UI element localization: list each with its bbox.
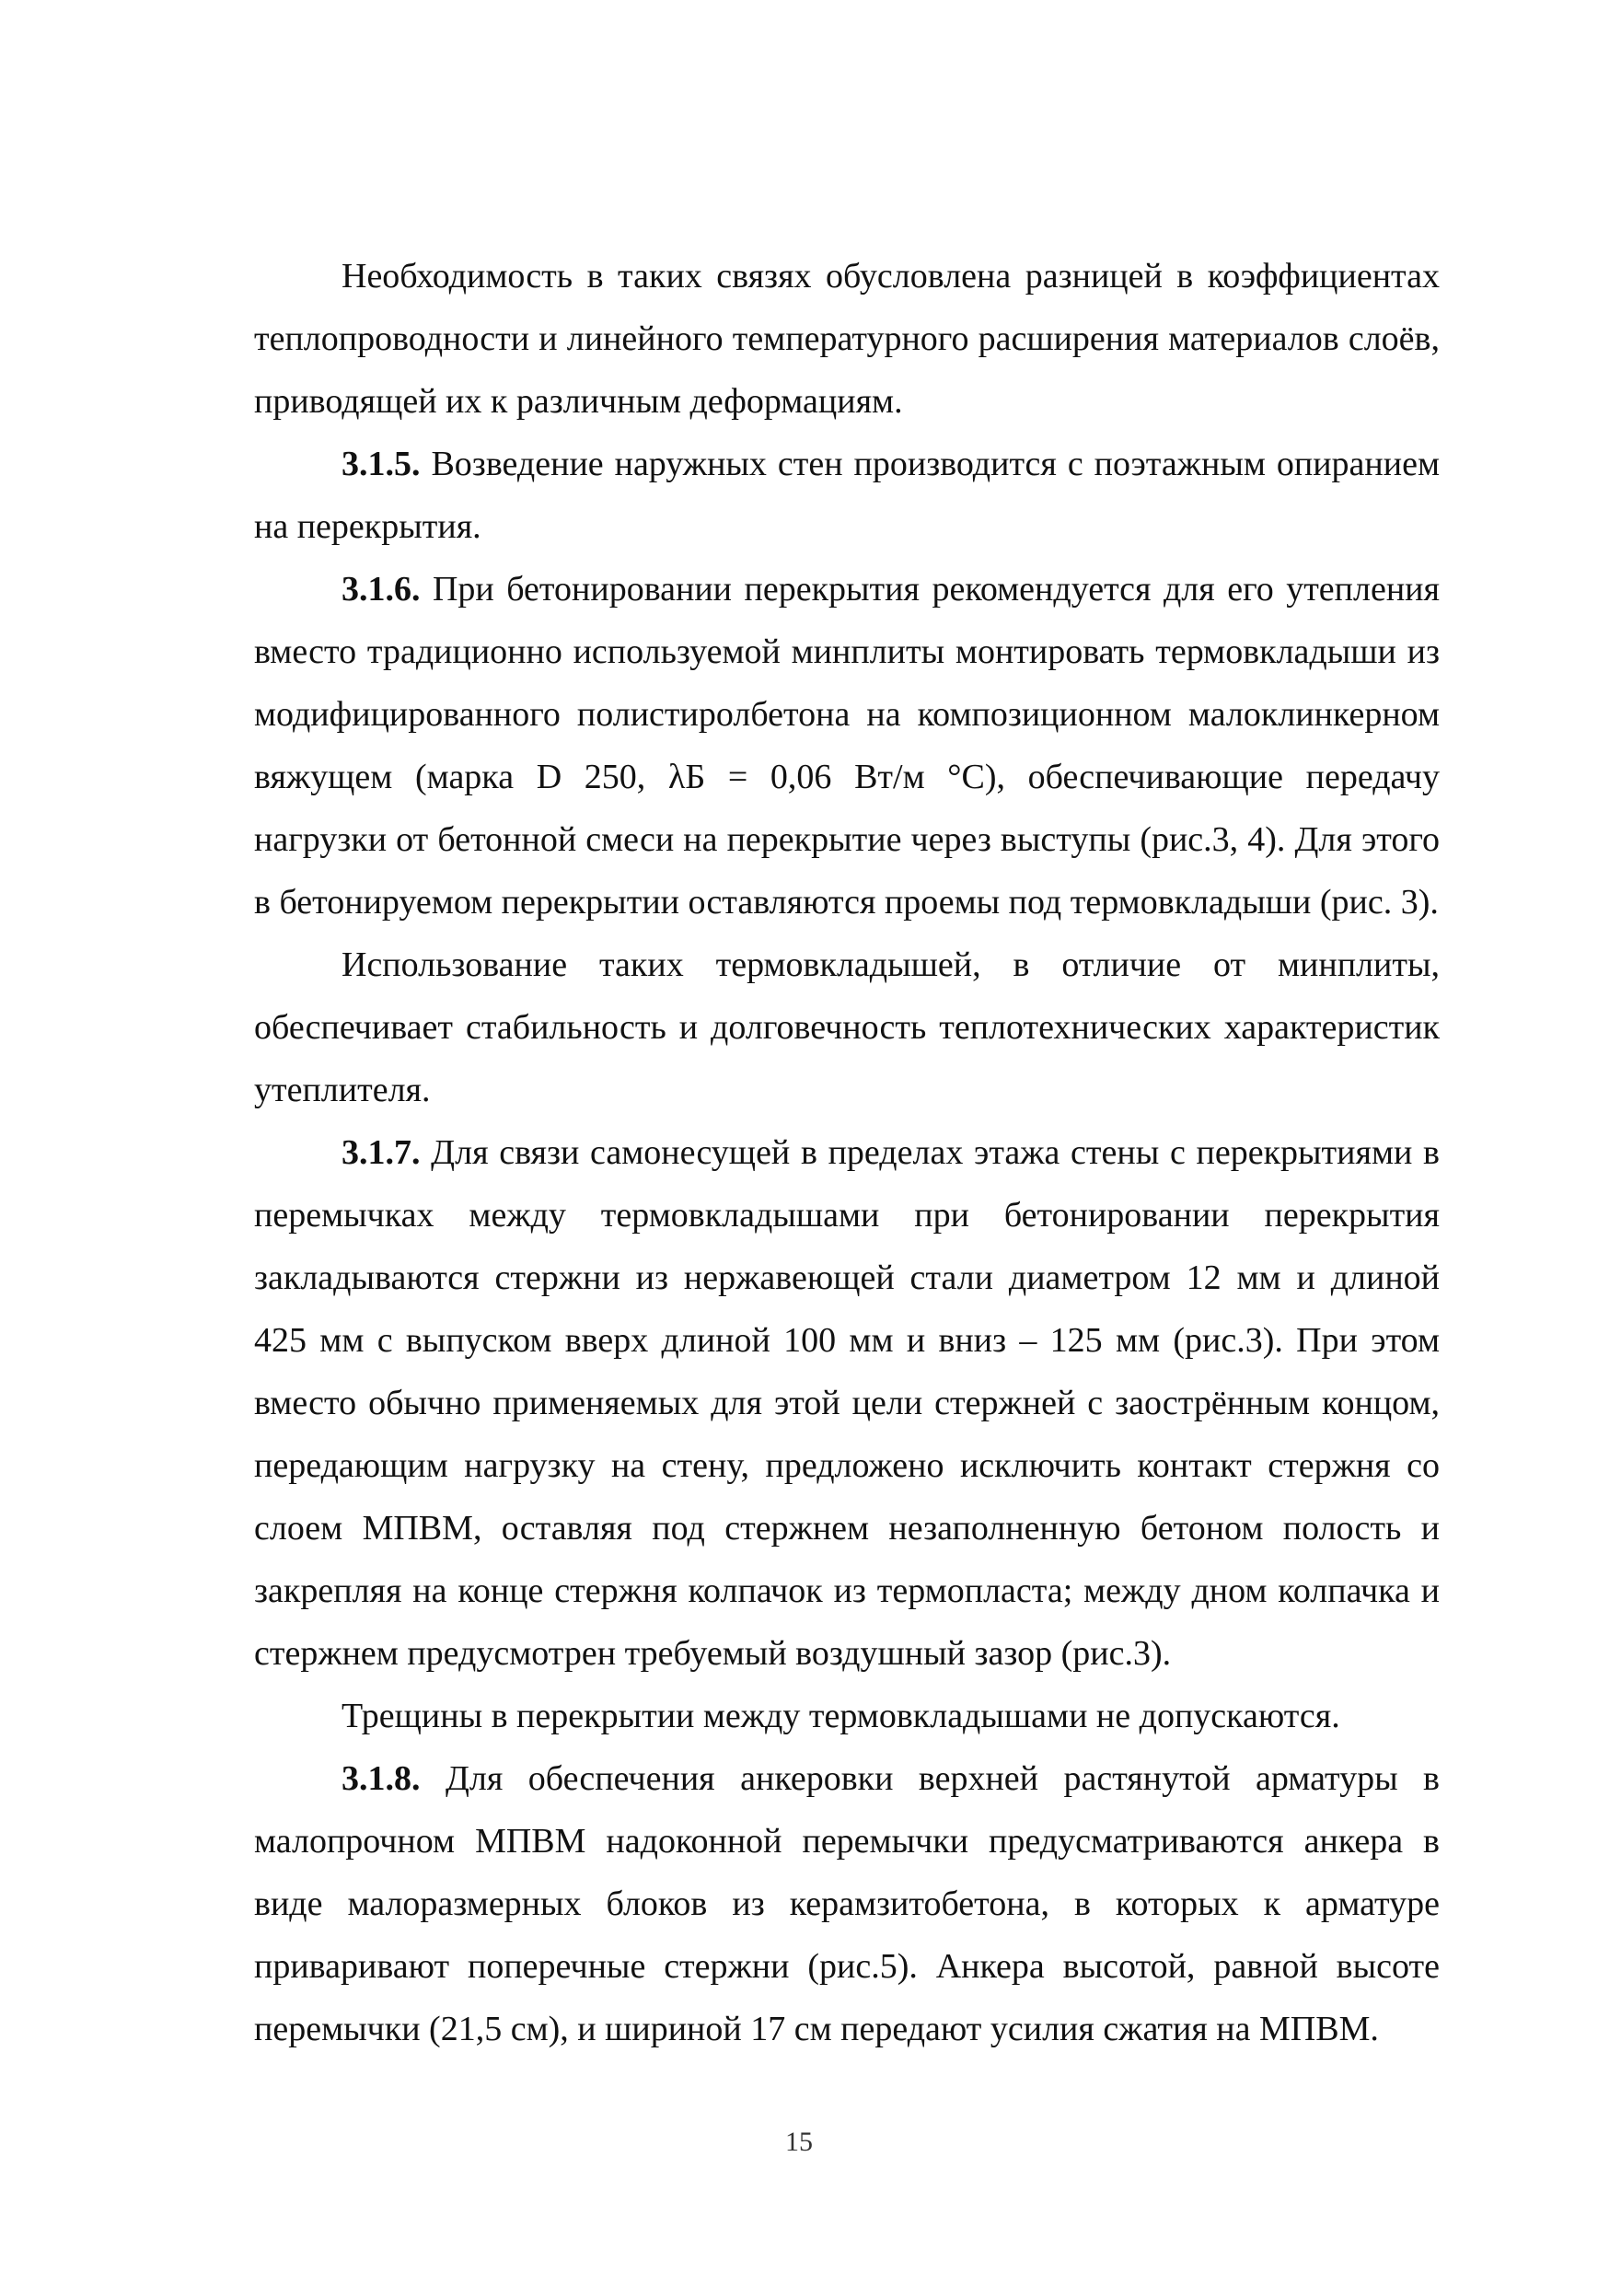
page-number: 15 [785,2127,813,2157]
paragraph-text: Для связи самонесущей в пределах этажа стены с перекрытиями в перемычках между термовкладышами при бетонировании перекрытия закладываются стержни из нержавеющей стали диаметром 12 мм и длиной 425 мм с выпуском вверх длиной 100 мм и вниз – 125 мм (рис.3). При этом вместо обычно применяемых для этой цели стержней с заострённым концом, передающим нагрузку на стену, предложено исключить контакт стержня со слоем МПВМ, оставляя под стержнем незаполненную бетоном полость и закрепляя на конце стержня колпачок из термопласта; между дном колпачка и стержнем предусмотрен требуемый воздушный зазор (рис.3). [254,1133,1440,1673]
paragraph [254,933,1440,1121]
paragraph-text: Трещины в перекрытии между термовкладышами не допускаются. [342,1697,1340,1735]
section-number: 3.1.7. [342,1133,421,1172]
paragraph [254,1685,1440,1747]
section-number: 3.1.8. [342,1759,421,1798]
paragraph [254,1121,1440,1685]
section-number: 3.1.6. [342,570,421,609]
paragraph-text: Использование таких термовкладышей, в отличие от минплиты, обеспечивает стабильность и долговечность теплотехнических характеристик утеплителя. [254,945,1440,1109]
paragraph-text: При бетонировании перекрытия рекомендуется для его утепления вместо традиционно используемой минплиты монтировать термовкладыши из модифицированного полистиролбетона на композиционном малоклинкерном вяжущем (марка D 250, λБ = 0,06 Вт/м °С), обеспечивающие передачу нагрузки от бетонной смеси на перекрытие через выступы (рис.3, 4). Для этого в бетонируемом перекрытии оставляются проемы под термовкладыши (рис. 3). [254,570,1440,922]
body-text [254,245,1440,2060]
section-number: 3.1.5. [342,445,421,483]
paragraph [254,558,1440,933]
paragraph-text: Необходимость в таких связях обусловлена разницей в коэффициентах теплопроводности и линейного температурного расширения материалов слоёв, приводящей их к различным деформациям. [254,257,1440,421]
paragraph [254,1747,1440,2060]
paragraph-text: Возведение наружных стен производится с поэтажным опиранием на перекрытия. [254,445,1440,546]
paragraph-text: Для обеспечения анкеровки верхней растянутой арматуры в малопрочном МПВМ надоконной перемычки предусматриваются анкера в виде малоразмерных блоков из керамзитобетона, в которых к арматуре приваривают поперечные стержни (рис.5). Анкера высотой, равной высоте перемычки (21,5 см), и шириной 17 см передают усилия сжатия на МПВМ. [254,1759,1440,2048]
paragraph [254,433,1440,558]
paragraph [254,245,1440,433]
